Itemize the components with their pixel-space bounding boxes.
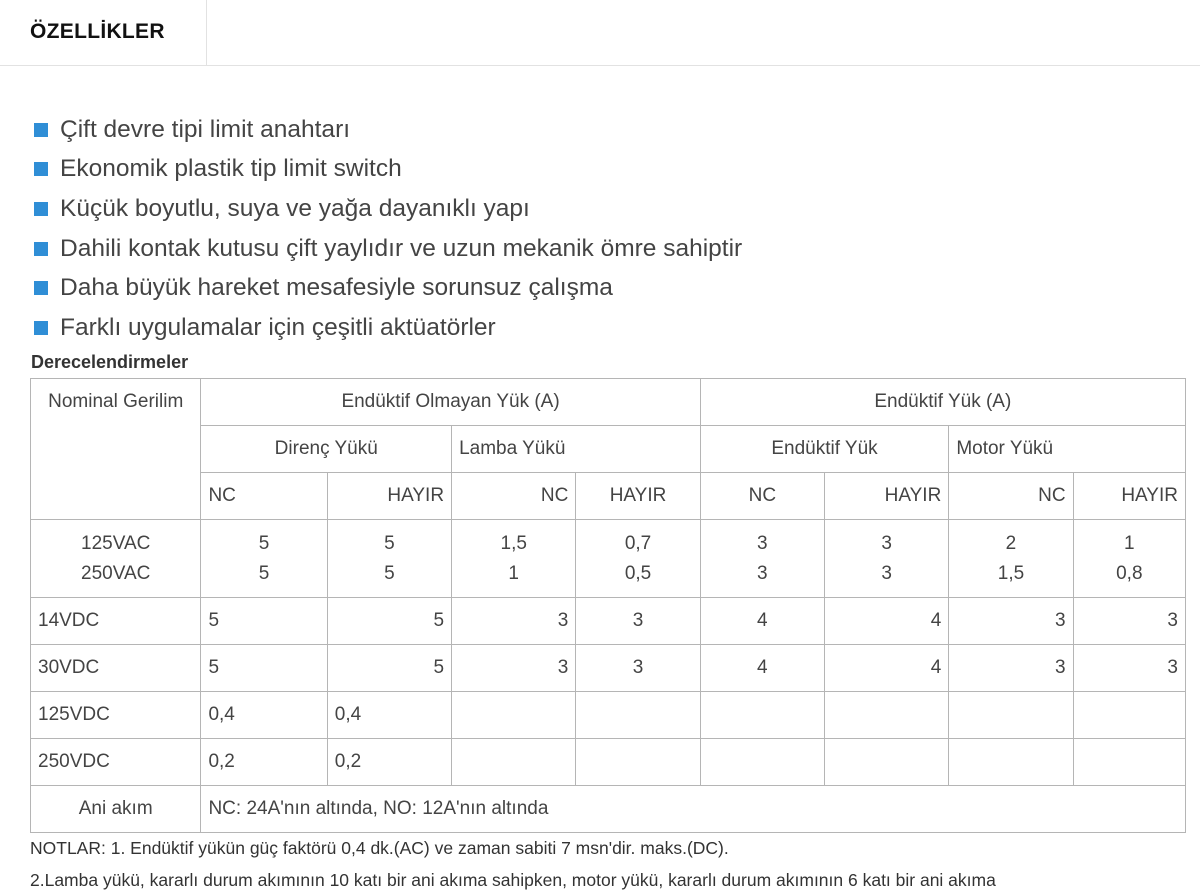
header-inductive-load: Endüktif Yük <box>700 426 949 473</box>
value-cell <box>576 692 700 739</box>
square-bullet-icon <box>34 281 48 295</box>
tab-bar <box>0 0 1200 66</box>
value: 1,5 <box>500 532 527 554</box>
value: 3 <box>757 532 768 554</box>
value-cell: 3 <box>1073 645 1185 692</box>
value-cell <box>949 739 1073 786</box>
table-row <box>31 598 1186 645</box>
value-cell <box>452 520 576 598</box>
value: 2 <box>1005 532 1017 554</box>
table-row <box>31 645 1186 692</box>
feature-text: Dahili kontak kutusu çift yaylıdır ve uzun mekanik ömre sahiptir <box>60 234 743 262</box>
note-line: 2.Lamba yükü, kararlı durum akımının 10 katı bir ani akıma sahipken, motor yükü, kararlı durum akımının 6 katı bir ani akıma <box>30 870 996 890</box>
square-bullet-icon <box>34 202 48 216</box>
value-cell: 0,2 <box>327 739 451 786</box>
value: 5 <box>384 532 395 554</box>
value-cell: 3 <box>949 598 1073 645</box>
value-cell <box>1073 692 1185 739</box>
ratings-title: Derecelendirmeler <box>31 352 189 372</box>
value-cell <box>949 520 1073 598</box>
square-bullet-icon <box>34 123 48 137</box>
value-cell <box>201 520 327 598</box>
value-cell <box>576 739 700 786</box>
value-cell: 0,4 <box>201 692 327 739</box>
value-cell <box>327 520 451 598</box>
table-row <box>31 739 1186 786</box>
value-cell <box>1073 520 1185 598</box>
value-cell: 5 <box>201 598 327 645</box>
value-cell <box>949 692 1073 739</box>
value-cell: 4 <box>825 598 949 645</box>
value: 0,5 <box>624 562 652 584</box>
header-nominal-voltage: Nominal Gerilim <box>31 379 201 520</box>
value: 0,8 <box>1116 562 1143 584</box>
header-hayir: HAYIR <box>1073 473 1185 520</box>
header-hayir: HAYIR <box>576 473 700 520</box>
value-cell: 5 <box>201 645 327 692</box>
header-hayir: HAYIR <box>327 473 451 520</box>
square-bullet-icon <box>34 321 48 335</box>
value: 1,5 <box>997 562 1025 584</box>
value: 1 <box>1124 532 1135 554</box>
header-motor: Motor Yükü <box>949 426 1186 473</box>
value-cell <box>452 739 576 786</box>
table-row <box>31 692 1186 739</box>
feature-item <box>34 268 742 308</box>
value: 3 <box>881 562 892 584</box>
value-cell <box>700 520 824 598</box>
voltage-label: 125VAC <box>81 532 151 554</box>
value-cell <box>825 739 949 786</box>
value-cell: 0,2 <box>201 739 327 786</box>
voltage-label: 30VDC <box>31 645 201 692</box>
value: 5 <box>384 562 395 584</box>
voltage-label: 250VAC <box>81 562 151 584</box>
voltage-label: 250VDC <box>31 739 201 786</box>
voltage-label: 125VDC <box>31 692 201 739</box>
value: 3 <box>881 532 892 554</box>
voltage-cell <box>31 520 201 598</box>
value-cell <box>825 692 949 739</box>
value-cell: 5 <box>327 598 451 645</box>
header-nc: NC <box>201 473 327 520</box>
value-cell: 4 <box>700 598 824 645</box>
header-nc: NC <box>949 473 1073 520</box>
value-cell: 5 <box>327 645 451 692</box>
header-nc: NC <box>700 473 824 520</box>
value-cell: 4 <box>700 645 824 692</box>
value: 3 <box>757 562 768 584</box>
header-row <box>31 426 1186 473</box>
square-bullet-icon <box>34 162 48 176</box>
feature-text: Daha büyük hareket mesafesiyle sorunsuz çalışma <box>60 274 613 302</box>
value-cell <box>700 692 824 739</box>
value-cell <box>825 520 949 598</box>
value-cell: 3 <box>452 598 576 645</box>
value-cell: 3 <box>452 645 576 692</box>
header-row <box>31 473 1186 520</box>
header-lamp: Lamba Yükü <box>452 426 701 473</box>
table-row <box>31 786 1186 833</box>
square-bullet-icon <box>34 242 48 256</box>
value: 5 <box>258 562 270 584</box>
value-cell <box>1073 739 1185 786</box>
feature-text: Ekonomik plastik tip limit switch <box>60 155 402 183</box>
note-line: NOTLAR: 1. Endüktif yükün güç faktörü 0,4 dk.(AC) ve zaman sabiti 7 msn'dir. maks.(DC). <box>30 838 729 858</box>
table-row <box>31 520 1186 598</box>
value-cell: 3 <box>1073 598 1185 645</box>
value-cell: 4 <box>825 645 949 692</box>
feature-item <box>34 110 742 150</box>
feature-item <box>34 189 742 229</box>
header-hayir: HAYIR <box>825 473 949 520</box>
notes <box>30 832 996 896</box>
header-nc: NC <box>452 473 576 520</box>
tab-features[interactable] <box>0 0 207 65</box>
feature-list <box>34 110 742 348</box>
feature-text: Küçük boyutlu, suya ve yağa dayanıklı yapı <box>60 194 530 222</box>
value-cell: 0,4 <box>327 692 451 739</box>
header-resistive: Direnç Yükü <box>201 426 452 473</box>
value-cell: 3 <box>576 598 700 645</box>
feature-item <box>34 150 742 190</box>
feature-text: Farklı uygulamalar için çeşitli aktüatörler <box>60 313 496 341</box>
value: 1 <box>508 562 519 584</box>
header-non-inductive: Endüktif Olmayan Yük (A) <box>201 379 700 426</box>
header-row <box>31 379 1186 426</box>
voltage-label: 14VDC <box>31 598 201 645</box>
value: 5 <box>258 532 270 554</box>
value-cell <box>452 692 576 739</box>
value-cell: 3 <box>949 645 1073 692</box>
feature-item <box>34 308 742 348</box>
feature-text: Çift devre tipi limit anahtarı <box>60 115 351 143</box>
inrush-label: Ani akım <box>31 786 201 833</box>
value-cell <box>700 739 824 786</box>
feature-item <box>34 229 742 269</box>
value: 0,7 <box>624 532 652 554</box>
value-cell <box>576 520 700 598</box>
ratings-table <box>30 378 1186 833</box>
value-cell: 3 <box>576 645 700 692</box>
inrush-value: NC: 24A'nın altında, NO: 12A'nın altında <box>201 786 1186 833</box>
tab-features-label: ÖZELLİKLER <box>30 20 165 43</box>
header-inductive: Endüktif Yük (A) <box>700 379 1185 426</box>
